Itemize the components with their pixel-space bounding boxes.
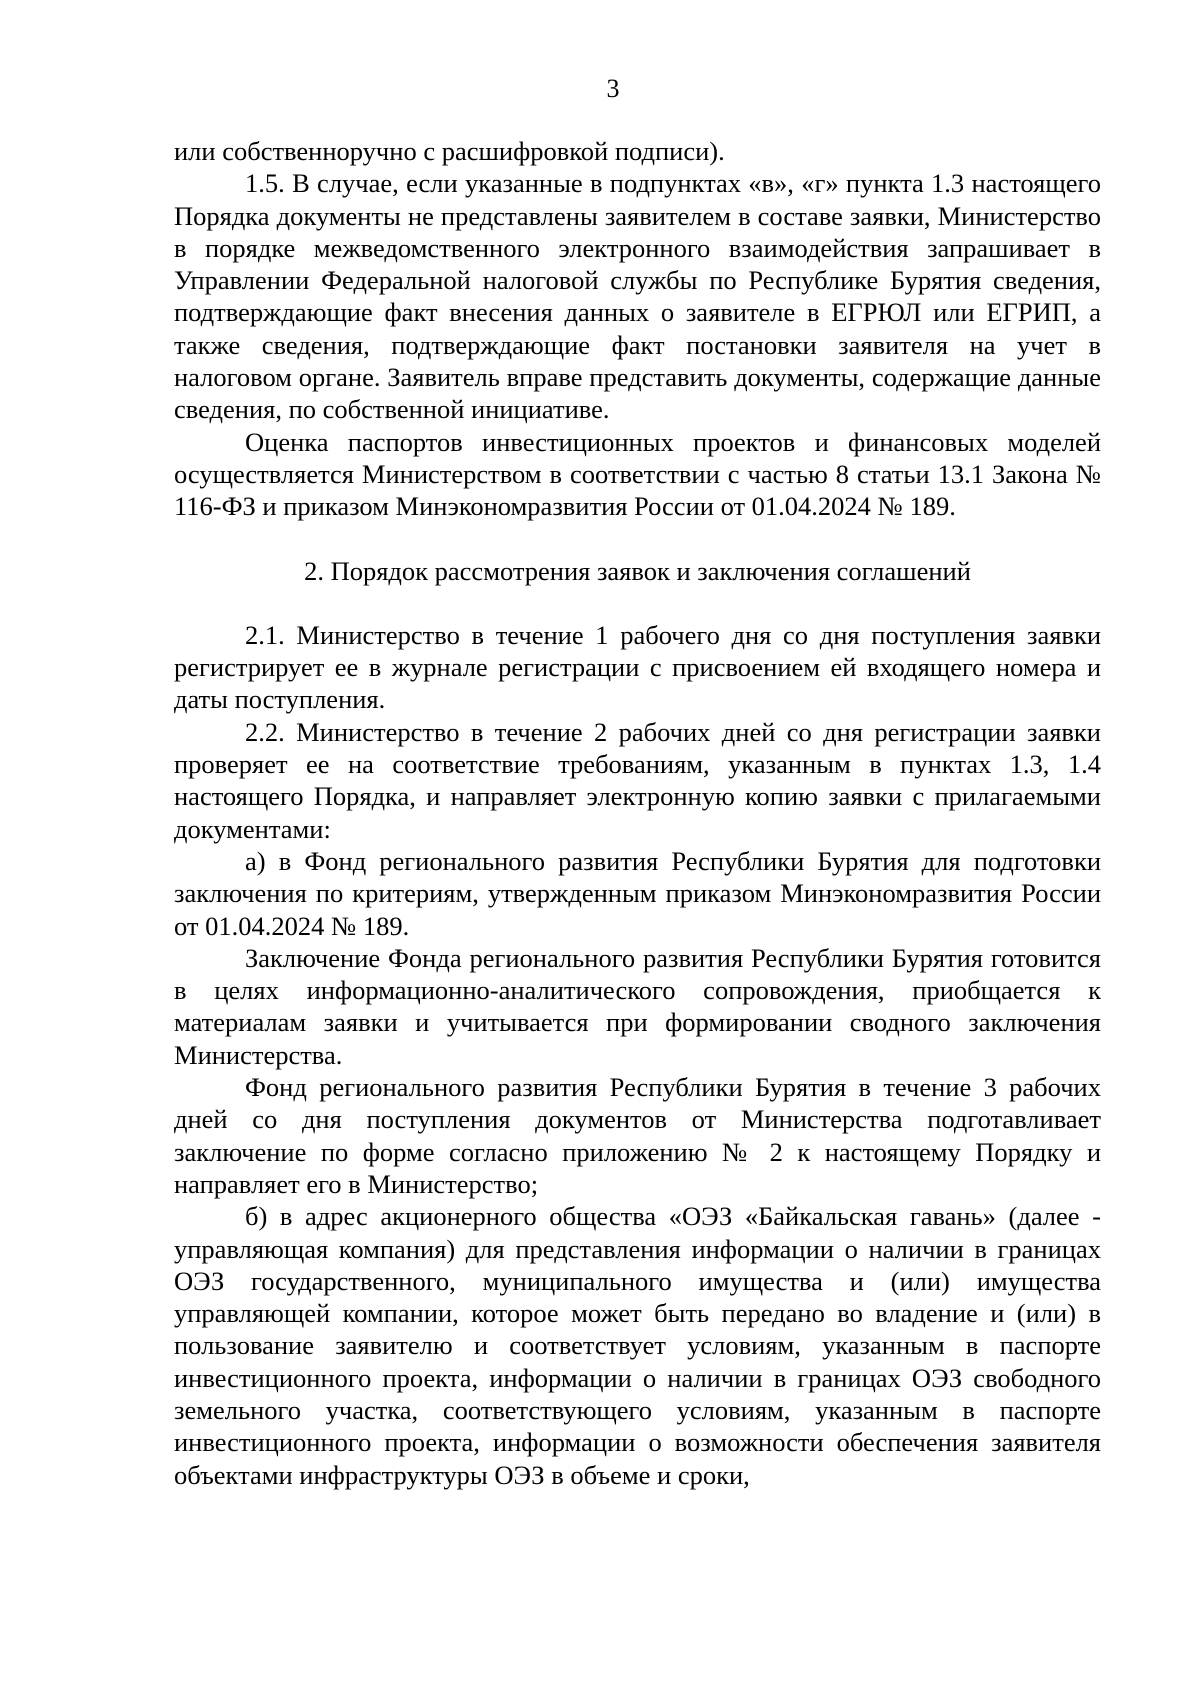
- paragraph-2-2-a: а) в Фонд регионального развития Республики Бурятия для подготовки заключения по критериям, утвержденным приказом Минэкономразвития России от 01.04.2024 № 189.: [174, 845, 1101, 941]
- paragraph-1-5: 1.5. В случае, если указанные в подпунктах «в», «г» пункта 1.3 настоящего Порядка документы не представлены заявителем в составе заявки, Министерство в порядке межведомственного электронного взаимодействия запрашивает в Управлении Федеральной налоговой службы по Республике Бурятия сведения, подтверждающие факт внесения данных о заявителе в ЕГРЮЛ или ЕГРИП, а также сведения, подтверждающие факт постановки заявителя на учет в налоговом органе. Заявитель вправе представить документы, содержащие данные сведения, по собственной инициативе.: [174, 168, 1101, 425]
- paragraph-continuation: или собственноручно с расшифровкой подписи).: [174, 136, 725, 166]
- paragraph-2-1: 2.1. Министерство в течение 1 рабочего дня со дня поступления заявки регистрирует ее в журнале регистрации с присвоением ей входящего номера и даты поступления.: [174, 619, 1101, 715]
- paragraph-fund-conclusion: Заключение Фонда регионального развития Республики Бурятия готовится в целях информационно-аналитического сопровождения, приобщается к материалам заявки и учитывается при формировании сводного заключения Министерства.: [174, 942, 1101, 1070]
- section-heading: 2. Порядок рассмотрения заявок и заключения соглашений: [304, 555, 971, 586]
- paragraph-fund-deadline: Фонд регионального развития Республики Бурятия в течение 3 рабочих дней со дня поступления документов от Министерства подготавливает заключение по форме согласно приложению № 2 к настоящему Порядку и направляет его в Министерство;: [174, 1072, 1101, 1199]
- page-number: 3: [606, 74, 620, 103]
- document-body: [174, 135, 1101, 1491]
- paragraph-passport-evaluation: Оценка паспортов инвестиционных проектов и финансовых моделей осуществляется Министерством в соответствии с частью 8 статьи 13.1 Закона № 116-ФЗ и приказом Минэкономразвития России от 01.04.2024 № 189.: [174, 426, 1101, 522]
- paragraph-2-2-b: б) в адрес акционерного общества «ОЭЗ «Байкальская гавань» (далее - управляющая компания) для представления информации о наличии в границах ОЭЗ государственного, муниципального имущества и (или) имущества управляющей компании, которое может быть передано во владение и (или) в пользование заявителю и соответствует условиям, указанным в паспорте инвестиционного проекта, информации о наличии в границах ОЭЗ свободного земельного участка, соответствующего условиям, указанным в паспорте инвестиционного проекта, информации о возможности обеспечения заявителя объектами инфраструктуры ОЭЗ в объеме и сроки,: [174, 1201, 1101, 1490]
- paragraph-2-2: 2.2. Министерство в течение 2 рабочих дней со дня регистрации заявки проверяет ее на соответствие требованиям, указанным в пунктах 1.3, 1.4 настоящего Порядка, и направляет электронную копию заявки с прилагаемыми документами:: [174, 716, 1101, 844]
